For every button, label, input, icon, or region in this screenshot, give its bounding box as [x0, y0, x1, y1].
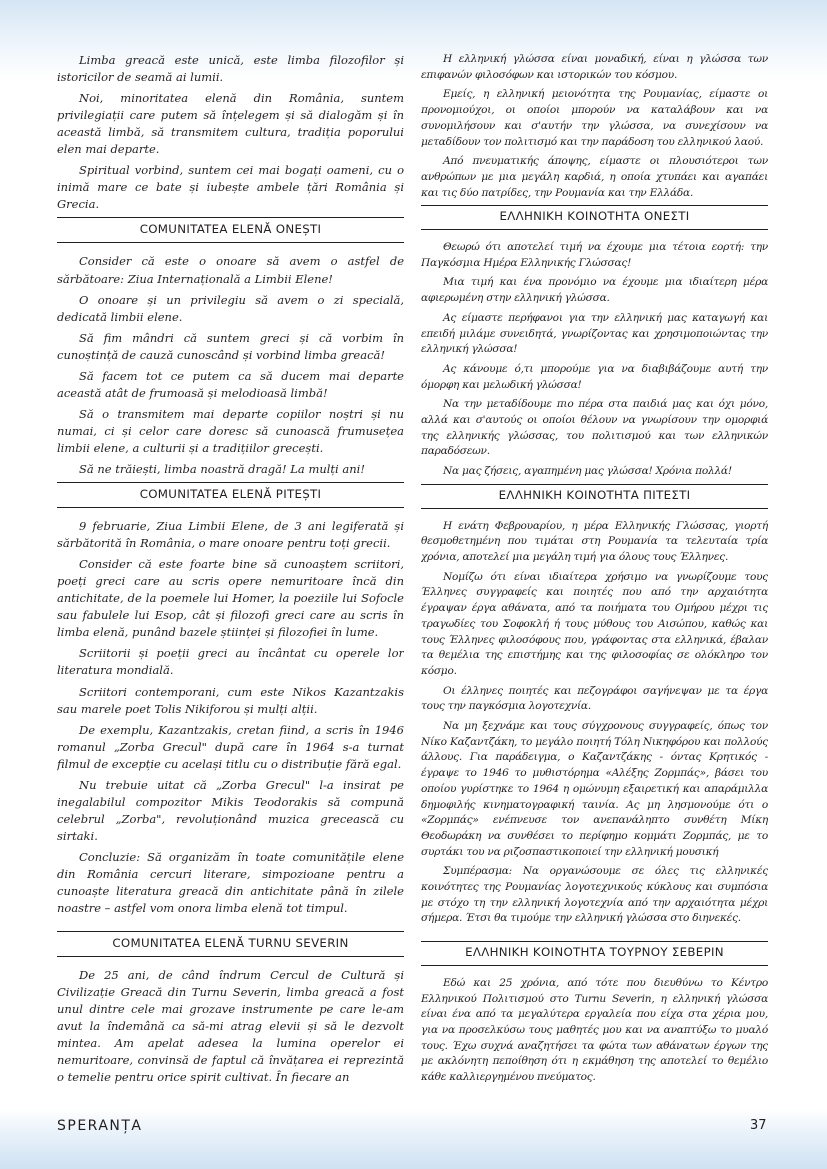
paragraph: Εδώ και 25 χρόνια, από τότε που διευθύνω το Κέντρο Ελληνικού Πολιτισμού στο Turnu Severin, η ελληνική γλώσσα είναι ένα από τα μεγαλύτερα εργαλεία που είχα στα χέρια μου, για να προσελκύσω τους μαθητές μου και να αναπτύξω το μυαλό τους. Έχω συχνά αναζητήσει τα φώτα των αθάνατων έργων της με ακλόνητη πεποίθηση ότι η εκμάθηση της αποτελεί το θεμέλιο κάθε καλλιεργημένου πνεύματος.	[421, 976, 768, 1084]
section-title-pitesti-gr: ΕΛΛΗΝΙΚΗ ΚΟΙΝΟΤΗΤΑ ΠΙΤΕΣΤΙ	[421, 484, 768, 509]
paragraph: Νομίζω ότι είναι ιδιαίτερα χρήσιμο να γνωρίζουμε τους Έλληνες συγγραφείς και ποιητές που από την αρχαιότητα έγραψαν έργα αθάνατα, από τα ποιήματα του Ομήρου μέχρι τις τραγωδίες του Σοφοκλή ή τους μύθους του Αισώπου, καθώς και τους Έλληνες φιλοσόφους που, γράφοντας στα ελληνικά, έβαλαν τα θεμέλια της επιστήμης και της φιλοσοφίας σε ολόκληρο τον κόσμο.	[421, 570, 768, 677]
page-number: 37	[750, 1118, 767, 1133]
section-pitesti-ro	[57, 518, 404, 917]
paragraph: Η ενάτη Φεβρουαρίου, η μέρα Ελληνικής Γλώσσας, γιορτή θεσμοθετημένη που τιμάται στη Ρουμανία τα τελευταία τρία χρόνια, αποτελεί μια μεγάλη τιμή για όλους τους Έλληνες.	[421, 519, 768, 563]
paragraph: Consider că este foarte bine să cunoaștem scriitori, poeți greci care au scris opere nemuritoare încă din antichitate, de la poemele lui Homer, la poeziile lui Sofocle sau fabulele lui Esop, cât și filozofi greci care au scris în limba elenă, punând bazele științei și filozofiei în lume.	[57, 557, 404, 640]
paragraph: Θεωρώ ότι αποτελεί τιμή να έχουμε μια τέτοια εορτή: την Παγκόσμια Ημέρα Ελληνικής Γλώσσας!	[421, 241, 768, 269]
section-pitesti-gr	[421, 519, 768, 928]
section-onesti-ro	[57, 253, 404, 478]
paragraph: Să ne trăiești, limba noastră dragă! La mulți ani!	[79, 461, 365, 476]
paragraph: Limba greacă este unică, este limba filozofilor și istoricilor de seamă ai lumii.	[57, 53, 404, 85]
section-turnu-severin-gr	[421, 976, 768, 1086]
paragraph: Concluzie: Să organizăm în toate comunitățile elene din România cercuri literare, simpozioane pentru a cunoaște literatura greacă din antichitate până în zilele noastre – astfel vom onora limba elenă tot timpul.	[57, 849, 404, 916]
section-title-onesti-gr: ΕΛΛΗΝΙΚΗ ΚΟΙΝΟΤΗΤΑ ΟΝΕΣΤΙ	[421, 205, 768, 230]
paragraph: De exemplu, Kazantzakis, cretan fiind, a scris în 1946 romanul „Zorba Grecul" după care în 1964 s-a turnat filmul de excepție cu același titlu cu o distribuție fără egal.	[57, 722, 404, 771]
paragraph: Să fim mândri că suntem greci și că vorbim în cunoștință de cauză cunoscând și vorbind limba greacă!	[57, 330, 404, 362]
paragraph: O onoare și un privilegiu să avem o zi specială, dedicată limbii elene.	[57, 292, 404, 324]
paragraph: Ας κάνουμε ό,τι μπορούμε για να διαβιβάζουμε αυτή την όμορφη και μελωδική γλώσσα!	[421, 362, 768, 391]
paragraph: Να μας ζήσεις, αγαπημένη μας γλώσσα! Χρόνια πολλά!	[443, 465, 732, 478]
paragraph: Nu trebuie uitat că „Zorba Grecul" l-a insirat pe inegalabilul compozitor Mikis Teodorakis să compună celebrul „Zorba", revoluționând muzica grecească cu sirtaki.	[57, 777, 404, 843]
paragraph: Από πνευματικής άποψης, είμαστε οι πλουσιότεροι των ανθρώπων με μια μεγάλη καρδιά, η οποία χτυπάει και αγαπάει και τις δύο πατρίδες, την Ρουμανία και την Ελλάδα.	[421, 155, 768, 199]
intro-section-gr	[421, 52, 768, 201]
paragraph: Να την μεταδίδουμε πιο πέρα στα παιδιά μας και όχι μόνο, αλλά και σ'αυτούς οι οποίοι θέλουν να γνωρίσουν την ομορφιά της ελληνικής γλώσσας, του πολιτισμού και των ελληνικών παραδόσεων.	[421, 398, 768, 458]
section-title-onesti-ro: COMUNITATEA ELENĂ ONEȘTI	[57, 217, 404, 243]
paragraph: Noi, minoritatea elenă din România, suntem privilegiații care putem să înțelegem și să dialogăm și în această limbă, să transmitem cultura, tradiția poporului elen mai departe.	[57, 91, 404, 157]
section-turnu-severin-ro	[57, 967, 404, 1086]
section-title-turnu-severin-gr: ΕΛΛΗΝΙΚΗ ΚΟΙΝΟΤΗΤΑ ΤΟΥΡΝΟΥ ΣΕΒΕΡΙΝ	[421, 941, 768, 966]
paragraph: Consider că este o onoare să avem o astfel de sărbătoare: Ziua Internațională a Limbii Elene!	[57, 254, 404, 286]
paragraph: Οι έλληνες ποιητές και πεζογράφοι σαγήνεψαν με τα έργα τους την παγκόσμια λογοτεχνία.	[421, 684, 768, 713]
paragraph: Η ελληνική γλώσσα είναι μοναδική, είναι η γλώσσα των επιφανών φιλοσόφων και ιστορικών του κόσμου.	[421, 53, 768, 81]
section-onesti-gr	[421, 240, 768, 480]
section-title-turnu-severin-ro: COMUNITATEA ELENĂ TURNU SEVERIN	[57, 931, 404, 957]
paragraph: Συμπέρασμα: Να οργανώσουμε σε όλες τις ελληνικές κοινότητες της Ρουμανίας λογοτεχνικούς κύκλους και συμπόσια με στόχο τη την ελληνική λογοτεχνία από την αρχαιότητα μέχρι σήμερα. Έτσι θα τιμούμε την ελληνική γλώσσα στο διηνεκές.	[421, 865, 768, 925]
magazine-title: SPERANȚA	[57, 1118, 143, 1134]
section-title-pitesti-ro: COMUNITATEA ELENĂ PITEȘTI	[57, 482, 404, 508]
paragraph: 9 februarie, Ziua Limbii Elene, de 3 ani legiferată și sărbătorită în România, o mare onoare pentru toți grecii.	[57, 519, 404, 551]
paragraph: Scriitori contemporani, cum este Nikos Kazantzakis sau marele poet Tolis Nikiforou și mulți alții.	[57, 684, 404, 716]
paragraph: Să facem tot ce putem ca să ducem mai departe această atât de frumoasă și melodioasă limbă!	[57, 368, 404, 400]
paragraph: Să o transmitem mai departe copiilor noștri și nu numai, ci și celor care doresc să cunoască frumusețea limbii elene, a culturii și a tradițiilor grecești.	[57, 406, 404, 455]
paragraph: De 25 ani, de când îndrum Cercul de Cultură și Civilizație Greacă din Turnu Severin, limba greacă a fost unul dintre cele mai grozave instrumente pe care le-am avut la îndemână ca să-mi atrag elevii și să le dezvolt mintea. Am apelat adesea la lumina operelor ei nemuritoare, convinsă de faptul că învățarea ei reprezintă o temelie pentru orice spirit cultivat. În fiecare an	[57, 968, 404, 1085]
paragraph: Εμείς, η ελληνική μειονότητα της Ρουμανίας, είμαστε οι προνομιούχοι, οι οποίοι μπορούν να καταλάβουν και να συνομιλήσουν και σ'αυτήν την γλώσσα, να συνεχίσουν να μεταδίδουν τον πολιτισμό και την παράδοση του ελληνικού λαού.	[421, 88, 768, 148]
paragraph: Scriitorii și poeții greci au încântat cu operele lor literatura mondială.	[57, 646, 404, 678]
paragraph: Ας είμαστε περήφανοι για την ελληνική μας καταγωγή και επειδή μιλάμε συνειδητά, γνωρίζοντας και χρησιμοποιώντας την ελληνική γλώσσα!	[421, 311, 768, 356]
paragraph: Μια τιμή και ένα προνόμιο να έχουμε μια ιδιαίτερη μέρα αφιερωμένη στην ελληνική γλώσσα.	[421, 276, 768, 305]
left-column-romanian	[57, 52, 404, 1090]
right-column-greek	[421, 52, 768, 1090]
paragraph: Spiritual vorbind, suntem cei mai bogați oameni, cu o inimă mare ce bate și iubește ambele țări România și Grecia.	[57, 163, 404, 212]
paragraph: Να μη ξεχνάμε και τους σύγχρονους συγγραφείς, όπως τον Νίκο Καζαντζάκη, το μεγάλο ποιητή Τόλη Νικηφόρου και πολλούς άλλους. Για παράδειγμα, ο Καζαντζάκης - όντας Κρητικός - έγραψε το 1946 το μυθιστόρημα «Αλέξης Ζορμπάς», βάσει του οποίου γυρίστηκε το 1964 η ομώνυμη εξαιρετική και απαράμιλλα δημοφιλής κινηματογραφική ταινία. Ας μη λησμονούμε ότι ο «Ζορμπάς» ενέπνευσε τον ανεπανάληπτο συνθέτη Μίκη Θεοδωράκη να συνθέσει το περίφημο κομμάτι Ζορμπάς, με το συρτάκι του να ριζοσπαστικοποιεί την ελληνική μουσική	[421, 720, 768, 858]
intro-section-ro	[57, 52, 404, 213]
